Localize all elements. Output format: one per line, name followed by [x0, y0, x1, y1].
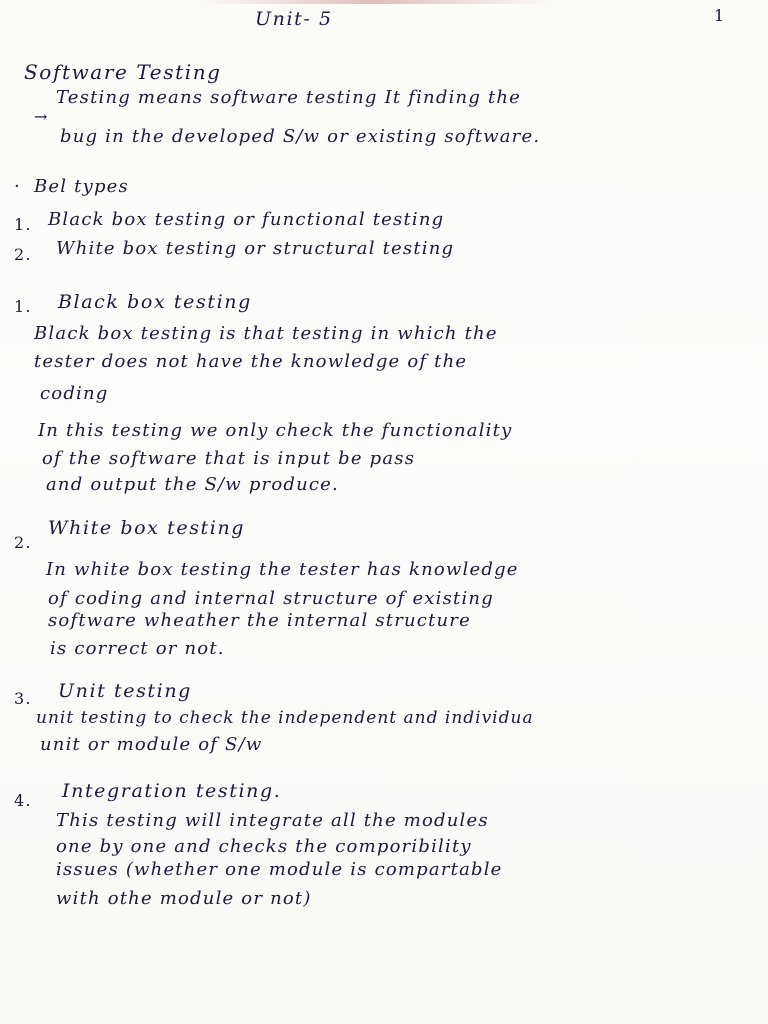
page-top-edge [200, 0, 550, 4]
black-box-para1-line1: Black box testing is that testing in which the [34, 323, 498, 344]
black-box-para2-line3: and output the S/w produce. [46, 474, 339, 495]
types-item-1-number: 1. [14, 215, 32, 234]
white-box-line3: software wheather the internal structure [48, 610, 471, 631]
page-title: Software Testing [24, 60, 222, 84]
integration-line4: with othe module or not) [56, 888, 312, 909]
unit-testing-heading: Unit testing [58, 680, 192, 702]
black-box-heading: Black box testing [58, 291, 252, 313]
types-item-1: Black box testing or functional testing [48, 209, 445, 230]
white-box-line4: is correct or not. [50, 638, 225, 659]
unit-testing-line2: unit or module of S/w [40, 734, 263, 755]
types-item-2-number: 2. [14, 245, 32, 264]
intro-line-2: bug in the developed S/w or existing software. [60, 126, 541, 147]
types-item-2: White box testing or structural testing [56, 238, 455, 259]
page-number: 1 [714, 6, 726, 25]
types-heading: Bel types [34, 176, 129, 197]
intro-line-1: Testing means software testing It finding the [56, 87, 522, 108]
white-box-heading: White box testing [48, 517, 246, 539]
unit-testing-number: 3. [14, 689, 32, 708]
white-box-line2: of coding and internal structure of existing [48, 588, 494, 609]
white-box-line1: In white box testing the tester has knowledge [46, 559, 519, 580]
integration-line2: one by one and checks the comporibility [56, 836, 472, 857]
white-box-number: 2. [14, 533, 32, 552]
unit-testing-line1: unit testing to check the independent and individua [36, 708, 534, 728]
black-box-number: 1. [14, 297, 32, 316]
integration-number: 4. [14, 791, 32, 810]
black-box-para1-line3: coding [40, 383, 109, 404]
bullet-dot-icon: · [14, 176, 21, 197]
black-box-para1-line2: tester does not have the knowledge of the [34, 351, 468, 372]
integration-line1: This testing will integrate all the modules [56, 810, 489, 831]
integration-heading: Integration testing. [62, 780, 282, 802]
black-box-para2-line2: of the software that is input be pass [42, 448, 416, 469]
black-box-para2-line1: In this testing we only check the functionality [38, 420, 513, 441]
arrow-bullet-icon: → [34, 107, 49, 126]
unit-heading: Unit- 5 [255, 8, 333, 30]
integration-line3: issues (whether one module is compartable [56, 859, 503, 880]
